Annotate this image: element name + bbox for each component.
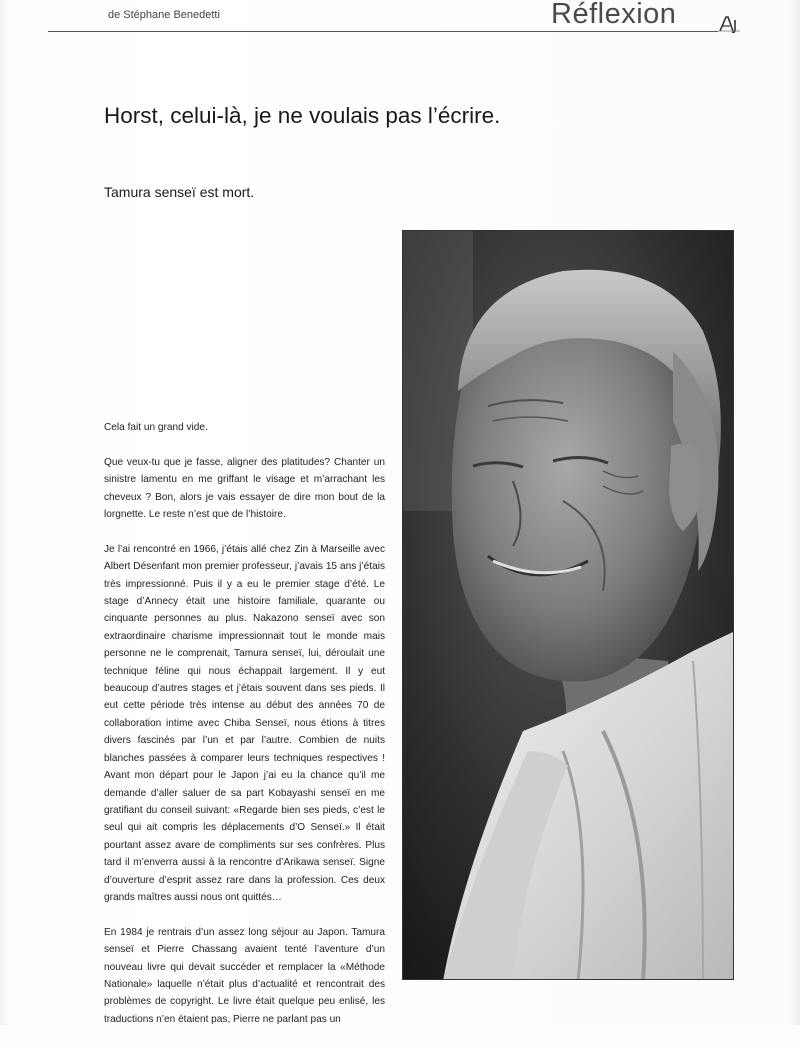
header-divider bbox=[48, 31, 718, 32]
paragraph: Cela fait un grand vide. bbox=[104, 422, 208, 433]
article-body bbox=[104, 419, 385, 1046]
portrait-photo bbox=[402, 230, 734, 980]
paragraph: Je l’ai rencontré en 1966, j’étais allé chez Zin à Marseille avec Albert Désenfant mon premier professeur, j’avais 15 ans j’étais très impressionné. Puis il y a eu le premier stage d’été. Le stage d’Annecy était une histoire familiale, quarante ou cinquante personnes au plus. Nakazono senseï avec son extraordinaire charisme impressionnait tout le monde mais personne ne le comprenait, Tamura senseï, lui, déroulait une technique féline qui nous échappait largement. Il y eut beaucoup d’autres stages et j’étais souvent dans ses pieds. Il eut cette période très intense au début des années 70 de collaboration intime avec Chiba Senseï, nous étions à titres divers fascinés par l’un et par l’autre. Combien de nuits blanches passées à comparer leurs techniques respectives ! Avant mon départ pour le Japon j’ai eu la chance qu’il me demande d’aller saluer de sa part Kobayashi senseï en me gratifiant du conseil suivant: «Regarde bien ses pieds, c’est le seul qui ait compris les déplacements d’O Senseï.» Il était pourtant assez avare de compliments sur ses confrères. Plus tard il m’enverra aussi à la rencontre d’Arikawa senseï. Signe d’ouverture d’esprit assez rare dans la profession. Ces deux grands maîtres aussi nous ont quittés… bbox=[104, 543, 385, 903]
header-author: de Stéphane Benedetti bbox=[108, 9, 220, 21]
header-section-title: Réflexion bbox=[551, 0, 677, 30]
paragraph: En 1984 je rentrais d’un assez long séjour au Japon. Tamura senseï et Pierre Chassang avaient tenté l’aventure d’un nouveau livre qui devait succéder et remplacer la «Méthode Nationale» laquelle n’était plus d’actualité et rencontrait des problèmes de copyright. Le livre était quelque peu enlisé, les traductions n’en étaient pas, Pierre ne parlant pas un bbox=[104, 926, 385, 1025]
article-title: Horst, celui-là, je ne voulais pas l’écrire. bbox=[104, 103, 501, 128]
article-subtitle: Tamura senseï est mort. bbox=[104, 184, 255, 200]
paragraph: Que veux-tu que je fasse, aligner des platitudes? Chanter un sinistre lamentu en me griffant le visage et m’arrachant les cheveux ? Bon, alors je vais essayer de dire mon bout de la lorgnette. Le reste n’est que de l’histoire. bbox=[104, 456, 385, 521]
portrait-illustration bbox=[403, 231, 734, 980]
aikido-journal-logo-icon bbox=[718, 15, 740, 33]
